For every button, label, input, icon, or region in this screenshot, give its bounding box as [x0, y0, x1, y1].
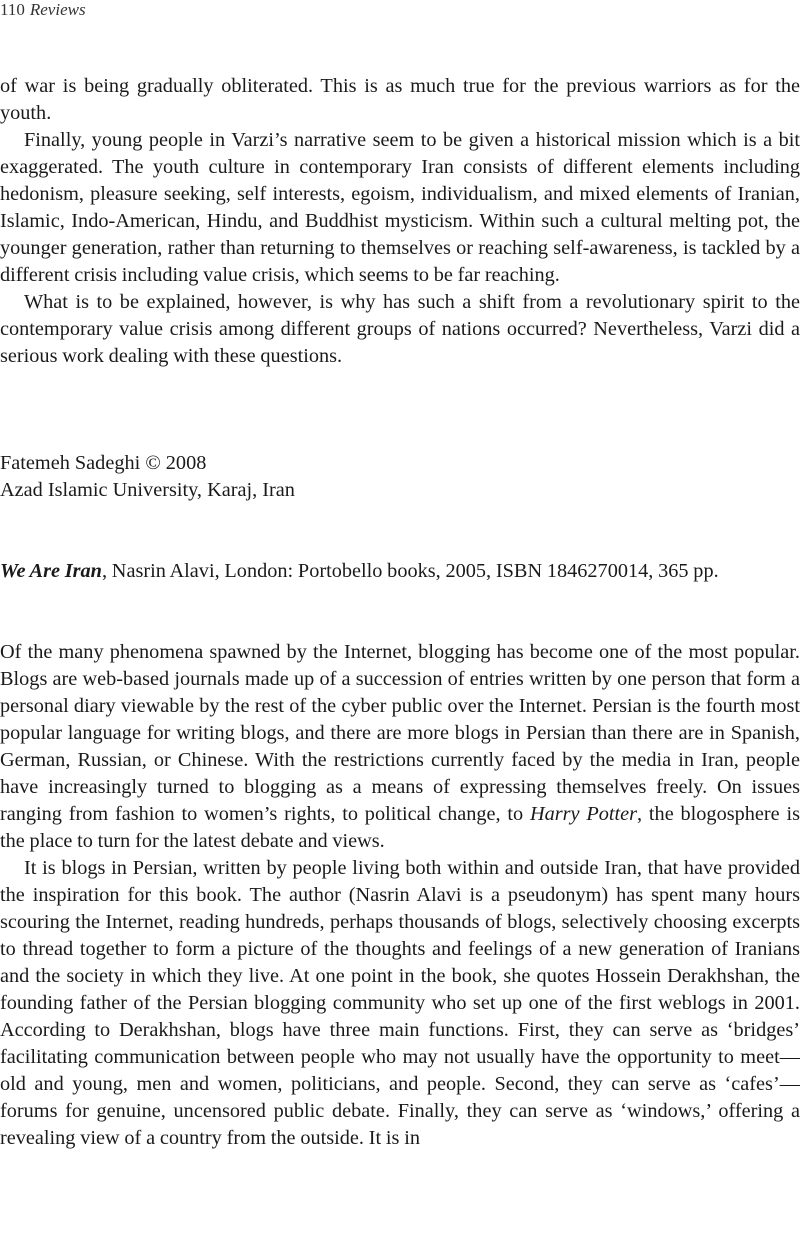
review-2-heading — [0, 558, 800, 585]
review-2-paragraph — [0, 639, 800, 855]
review-1-body — [0, 73, 800, 370]
review-1-paragraph: of war is being gradually obliterated. This is as much true for the previous warriors as for the youth. — [0, 75, 800, 124]
running-head — [0, 0, 86, 20]
book-title: We Are Iran — [0, 560, 102, 582]
section-title: Reviews — [29, 0, 86, 19]
review-2-body — [0, 639, 800, 1152]
reviewer-name: Fatemeh Sadeghi © 2008 — [0, 452, 207, 474]
review-1-paragraph: What is to be explained, however, is why has such a shift from a revolutionary spirit to the contemporary value crisis among different groups of nations occurred? Nevertheless, Varzi did a serious work dealing with these questions. — [0, 291, 800, 367]
reviewer-signature — [0, 450, 295, 504]
paragraph-text: Of the many phenomena spawned by the Internet, blogging has become one of the most popular. Blogs are web-based journals made up of a succession of entries written by one person that form a personal diary viewable by the rest of the cyber public over the Internet. Persian is the fourth most popular language for writing blogs, and there are more blogs in Persian than there are in Spanish, German, Russian, or Chinese. With the restrictions currently faced by the media in Iran, people have increasingly turned to blogging as a means of expressing themselves freely. On issues ranging from fashion to women’s rights, to political change, to — [0, 641, 800, 825]
reviewer-affiliation: Azad Islamic University, Karaj, Iran — [0, 479, 295, 501]
page-number: 110 — [0, 0, 25, 19]
paragraph-text: , the blogosphere is the place to turn for the latest debate and views. — [0, 803, 800, 852]
review-2-paragraph: It is blogs in Persian, written by people living both within and outside Iran, that have provided the inspiration for this book. The author (Nasrin Alavi is a pseudonym) has spent many hours scouring the Internet, reading hundreds, perhaps thousands of blogs, selectively choosing excerpts to thread together to form a picture of the thoughts and feelings of a new generation of Iranians and the society in which they live. At one point in the book, she quotes Hossein Derakhshan, the founding father of the Persian blogging community who set up one of the first weblogs in 2001. According to Derakhshan, blogs have three main functions. First, they can serve as ‘bridges’ facilitating communication between people who may not usually have the opportunity to meet—old and young, men and women, politicians, and people. Second, they can serve as ‘cafes’—forums for genuine, uncensored public debate. Finally, they can serve as ‘windows,’ offering a revealing view of a country from the outside. It is in — [0, 857, 800, 1149]
review-1-paragraph: Finally, young people in Varzi’s narrative seem to be given a historical mission which is a bit exaggerated. The youth culture in contemporary Iran consists of different elements including hedonism, pleasure seeking, self interests, egoism, individualism, and mixed elements of Iranian, Islamic, Indo-American, Hindu, and Buddhist mysticism. Within such a cultural melting pot, the younger generation, rather than returning to themselves or reaching self-awareness, is tackled by a different crisis including value crisis, which seems to be far reaching. — [0, 129, 800, 286]
italic-title: Harry Potter — [529, 803, 638, 825]
book-details: , Nasrin Alavi, London: Portobello books, 2005, ISBN 1846270014, 365 pp. — [101, 560, 719, 582]
